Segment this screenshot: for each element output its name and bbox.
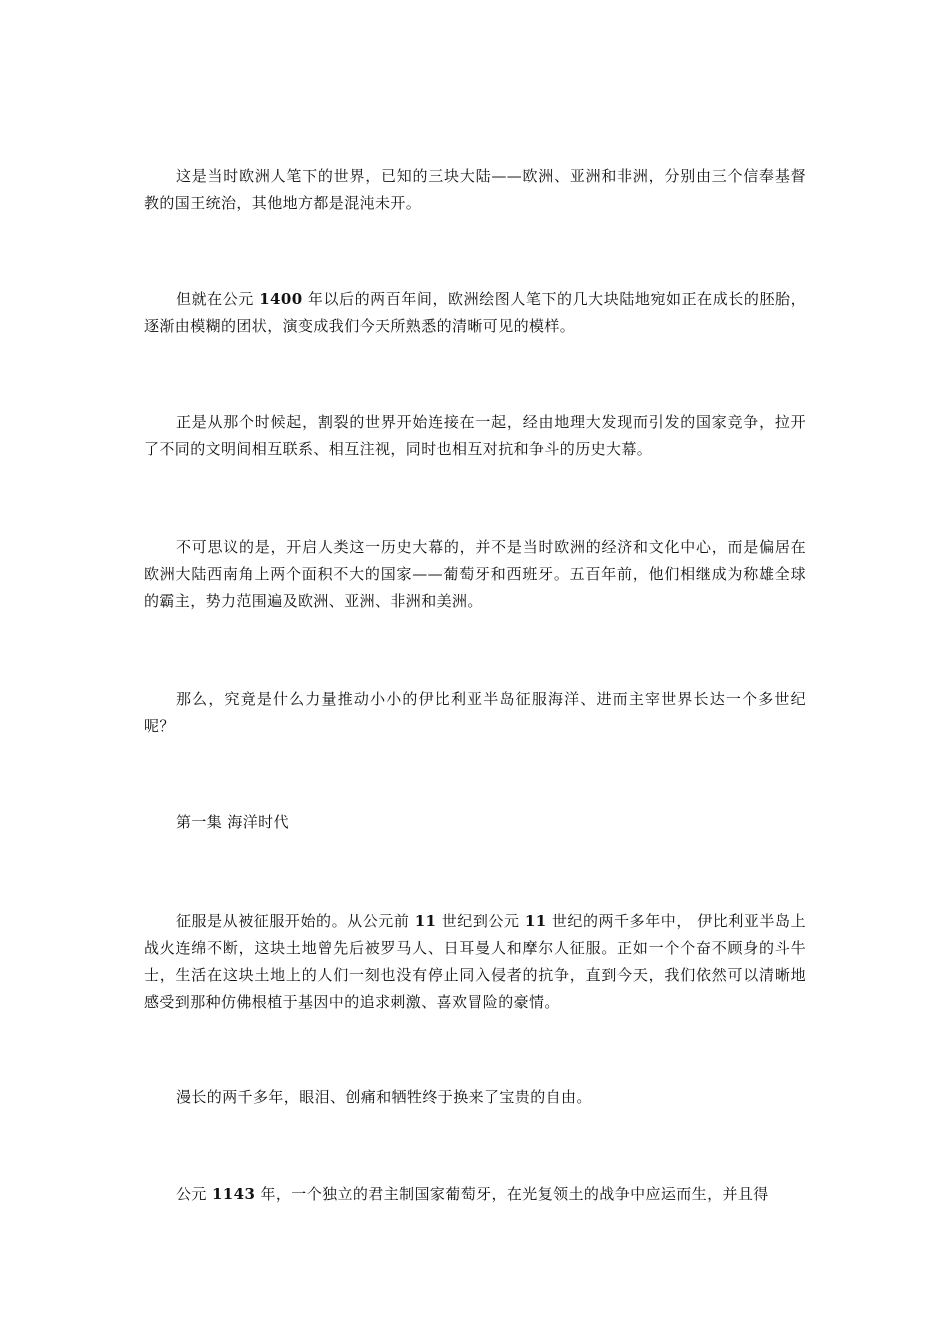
paragraph-2: 但就在公元 1400 年以后的两百年间，欧洲绘图人笔下的几大块陆地宛如正在成长的胚胎，逐渐由模糊的团状，演变成我们今天所熟悉的清晰可见的模样。 <box>144 290 806 335</box>
paragraph-8: 公元 1143 年，一个独立的君主制国家葡萄牙，在光复领土的战争中应运而生，并且得 <box>176 1185 769 1203</box>
paragraph-1: 这是当时欧洲人笔下的世界，已知的三块大陆——欧洲、亚洲和非洲，分别由三个信奉基督教的国王统治，其他地方都是混沌未开。 <box>144 167 806 212</box>
episode-heading: 第一集 海洋时代 <box>176 813 289 831</box>
paragraph-7: 漫长的两千多年，眼泪、创痛和牺牲终于换来了宝贵的自由。 <box>176 1088 592 1106</box>
paragraph-3: 正是从那个时候起，割裂的世界开始连接在一起，经由地理大发现而引发的国家竞争，拉开了不同的文明间相互联系、相互注视，同时也相互对抗和争斗的历史大幕。 <box>144 413 806 458</box>
paragraph-5: 那么，究竟是什么力量推动小小的伊比利亚半岛征服海洋、进而主宰世界长达一个多世纪呢？ <box>144 690 806 735</box>
paragraph-4: 不可思议的是，开启人类这一历史大幕的，并不是当时欧洲的经济和文化中心，而是偏居在欧洲大陆西南角上两个面积不大的国家——葡萄牙和西班牙。五百年前，他们相继成为称雄全球的霸主，势力范围遍及欧洲、亚洲、非洲和美洲。 <box>144 538 806 610</box>
paragraph-6: 征服是从被征服开始的。从公元前 11 世纪到公元 11 世纪的两千多年中， 伊比利亚半岛上战火连绵不断，这块土地曾先后被罗马人、日耳曼人和摩尔人征服。正如一个个奋不顾身的斗牛士，生活在这块土地上的人们一刻也没有停止同入侵者的抗争，直到今天，我们依然可以清晰地感受到那种仿佛根植于基因中的追求刺激、喜欢冒险的豪情。 <box>144 912 806 1011</box>
